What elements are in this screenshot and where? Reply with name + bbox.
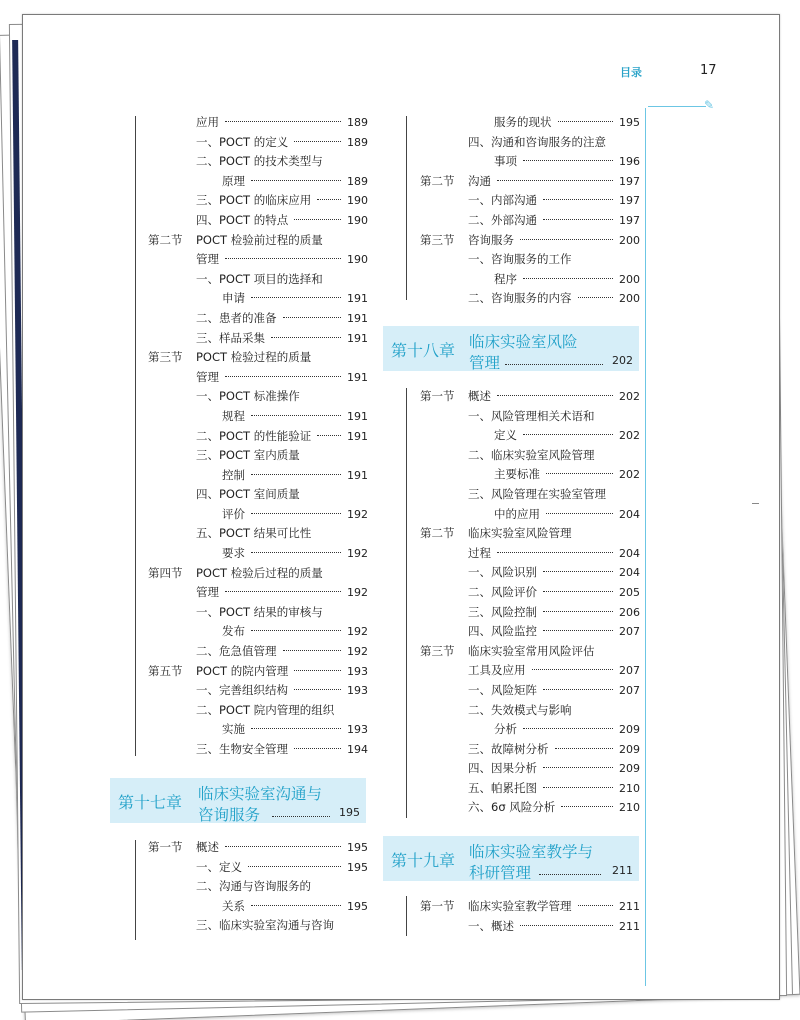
entry-page: 191 (347, 370, 368, 384)
toc-entry[interactable] (420, 701, 640, 721)
toc-entry[interactable] (148, 662, 368, 682)
leader-dots (546, 513, 613, 514)
entry-title: 评价 (222, 506, 245, 521)
leader-dots (225, 121, 341, 122)
leader-dots (505, 364, 603, 365)
entry-page: 195 (619, 116, 640, 129)
column-rule (406, 116, 407, 300)
toc-entry[interactable] (148, 387, 368, 407)
entry-title: 管理 (196, 585, 219, 600)
leader-dots (294, 670, 341, 671)
chapter-page: 211 (612, 864, 633, 877)
entry-title: 二、POCT 院内管理的组织 (196, 702, 335, 717)
chapter-title: 科研管理 (469, 864, 532, 882)
toc-entry[interactable] (148, 427, 368, 447)
entry-title: 临床实验室常用风险评估 (468, 643, 595, 658)
toc-entry[interactable] (420, 917, 640, 937)
toc-entry[interactable] (148, 348, 368, 368)
leader-dots (251, 630, 341, 631)
toc-entry[interactable] (148, 133, 368, 153)
toc-entry[interactable] (420, 446, 640, 466)
leader-dots (555, 748, 614, 749)
entry-page: 202 (619, 468, 640, 482)
chapter-title: 临床实验室教学与 (469, 843, 594, 861)
toc-entry[interactable] (420, 681, 640, 701)
toc-entry[interactable] (420, 603, 640, 623)
toc-entry[interactable] (420, 387, 640, 407)
entry-page: 207 (619, 625, 640, 639)
entry-page: 191 (347, 468, 368, 482)
toc-entry[interactable] (420, 289, 640, 309)
toc-entry[interactable] (148, 211, 368, 231)
toc-entry[interactable] (148, 309, 368, 329)
toc-entry[interactable] (148, 270, 368, 290)
entry-page: 191 (347, 409, 368, 423)
entry-title: 概述 (196, 840, 219, 854)
section-label: 第四节 (148, 565, 183, 580)
leader-dots (546, 473, 613, 474)
toc-entry[interactable] (148, 544, 368, 564)
decorative-line (648, 106, 706, 107)
entry-title: 原理 (222, 173, 245, 188)
entry-title: 三、临床实验室沟通与咨询 (196, 918, 334, 933)
entry-title: 二、POCT 的技术类型与 (196, 154, 323, 169)
entry-title: 二、失效模式与影响 (468, 702, 572, 717)
entry-page: 190 (347, 194, 368, 208)
entry-page: 196 (619, 155, 640, 169)
toc-left-column-2 (148, 838, 368, 936)
entry-title: 四、POCT 的特点 (196, 212, 289, 227)
leader-dots (561, 806, 613, 807)
chapter-page: 195 (339, 806, 360, 819)
entry-page: 205 (619, 585, 640, 599)
entry-title: 二、危急值管理 (196, 644, 277, 659)
entry-page: 200 (619, 292, 640, 306)
leader-dots (294, 141, 341, 142)
leader-dots (497, 395, 613, 396)
section-label: 第二节 (148, 232, 183, 247)
toc-entry[interactable] (420, 133, 640, 153)
entry-title: 六、6σ 风险分析 (468, 800, 556, 815)
chapter-number: 第十七章 (118, 793, 183, 812)
leader-dots (251, 552, 341, 553)
entry-title: 四、沟通和咨询服务的注意 (468, 134, 606, 149)
entry-title: 一、POCT 的定义 (196, 134, 289, 149)
entry-title: 主要标准 (494, 467, 540, 482)
toc-entry[interactable] (148, 564, 368, 584)
leader-dots (543, 689, 613, 690)
toc-right-column-2 (420, 387, 640, 818)
entry-title: 二、咨询服务的内容 (468, 291, 572, 306)
toc-entry[interactable] (148, 701, 368, 721)
leader-dots (251, 180, 341, 181)
entry-page: 193 (347, 723, 368, 737)
entry-page: 189 (347, 174, 368, 188)
entry-title: 三、POCT 室内质量 (196, 448, 300, 463)
leader-dots (523, 278, 613, 279)
toc-entry[interactable] (420, 798, 640, 818)
entry-page: 193 (347, 664, 368, 678)
entry-title: 一、定义 (196, 859, 242, 874)
entry-title: 应用 (196, 115, 219, 129)
toc-entry[interactable] (420, 642, 640, 662)
entry-page: 202 (619, 390, 640, 403)
leader-dots (497, 180, 613, 181)
entry-title: 临床实验室风险管理 (468, 526, 572, 541)
entry-title: 三、风险控制 (468, 604, 537, 619)
entry-title: 沟通 (468, 173, 491, 188)
leader-dots (317, 435, 341, 436)
toc-entry[interactable] (148, 172, 368, 192)
leader-dots (520, 925, 613, 926)
entry-title: 三、样品采集 (196, 330, 265, 345)
entry-title: 程序 (494, 271, 517, 286)
entry-page: 189 (347, 116, 368, 129)
toc-entry[interactable] (420, 524, 640, 544)
leader-dots (271, 337, 341, 338)
entry-title: POCT 的院内管理 (196, 663, 289, 678)
entry-title: 一、风险识别 (468, 565, 537, 580)
entry-page: 197 (619, 174, 640, 188)
toc-entry[interactable] (420, 759, 640, 779)
toc-entry[interactable] (420, 897, 640, 917)
entry-title: 发布 (222, 624, 245, 639)
leader-dots (543, 611, 613, 612)
toc-entry[interactable] (148, 191, 368, 211)
toc-entry[interactable] (148, 152, 368, 172)
leader-dots (248, 866, 341, 867)
column-rule (406, 388, 407, 818)
entry-title: 二、临床实验室风险管理 (468, 447, 595, 462)
entry-page: 191 (347, 429, 368, 443)
toc-entry[interactable] (148, 446, 368, 466)
entry-title: 一、POCT 标准操作 (196, 389, 300, 404)
entry-title: 一、概述 (468, 918, 514, 933)
leader-dots (543, 767, 613, 768)
chapter-page: 202 (612, 354, 633, 367)
entry-page: 209 (619, 723, 640, 737)
leader-dots (543, 591, 613, 592)
entry-title: 二、POCT 的性能验证 (196, 428, 312, 443)
leader-dots (558, 121, 614, 122)
entry-title: 规程 (222, 408, 245, 423)
leader-dots (225, 846, 341, 847)
toc-entry[interactable] (148, 368, 368, 388)
section-label: 第五节 (148, 663, 183, 678)
entry-title: 要求 (222, 546, 245, 561)
entry-title: 申请 (222, 291, 245, 306)
toc-entry[interactable] (420, 270, 640, 290)
section-label: 第一节 (420, 899, 455, 913)
section-label: 第二节 (420, 173, 455, 188)
entry-page: 197 (619, 213, 640, 227)
toc-entry[interactable] (148, 583, 368, 603)
chapter-number: 第十九章 (391, 851, 456, 870)
decorative-line (645, 108, 646, 986)
leader-dots (294, 219, 341, 220)
entry-title: 三、故障树分析 (468, 741, 549, 756)
entry-title: 管理 (196, 252, 219, 267)
column-rule (135, 840, 136, 940)
leader-dots (272, 816, 330, 817)
toc-entry[interactable] (420, 250, 640, 270)
entry-title: 关系 (222, 898, 245, 913)
leader-dots (520, 239, 613, 240)
leader-dots (251, 297, 341, 298)
entry-title: 事项 (494, 154, 517, 169)
leader-dots (497, 552, 613, 553)
entry-page: 195 (347, 899, 368, 913)
toc-entry[interactable] (148, 838, 368, 858)
toc-entry[interactable] (148, 505, 368, 525)
toc-entry[interactable] (420, 544, 640, 564)
leader-dots (523, 160, 613, 161)
entry-title: POCT 检验过程的质量 (196, 350, 312, 365)
leader-dots (523, 728, 613, 729)
leader-dots (294, 748, 341, 749)
toc-entry[interactable] (420, 172, 640, 192)
entry-page: 207 (619, 683, 640, 697)
toc-entry[interactable] (148, 289, 368, 309)
toc-entry[interactable] (420, 426, 640, 446)
toc-entry[interactable] (148, 642, 368, 662)
entry-page: 190 (347, 253, 368, 267)
toc-entry[interactable] (148, 231, 368, 251)
entry-page: 191 (347, 292, 368, 306)
leader-dots (225, 258, 341, 259)
entry-title: 中的应用 (494, 506, 540, 521)
toc-entry[interactable] (420, 211, 640, 231)
chapter-title: 管理 (469, 354, 501, 372)
toc-entry[interactable] (420, 740, 640, 760)
toc-right-column (420, 113, 640, 309)
entry-page: 207 (619, 664, 640, 678)
entry-page: 211 (619, 900, 640, 913)
toc-entry[interactable] (420, 152, 640, 172)
leader-dots (294, 689, 341, 690)
entry-title: 三、POCT 的临床应用 (196, 193, 312, 208)
toc-entry[interactable] (420, 720, 640, 740)
chapter-number: 第十八章 (391, 341, 456, 360)
entry-page: 195 (347, 841, 368, 854)
chapter-17-heading[interactable] (110, 778, 366, 823)
entry-title: 四、POCT 室间质量 (196, 487, 300, 502)
entry-title: 概述 (468, 389, 491, 403)
running-head: 目录 (620, 66, 642, 79)
entry-title: POCT 检验后过程的质量 (196, 565, 323, 580)
toc-entry[interactable] (148, 603, 368, 623)
entry-page: 190 (347, 213, 368, 227)
entry-title: 三、生物安全管理 (196, 742, 288, 756)
entry-page: 192 (347, 645, 368, 659)
entry-title: 管理 (196, 369, 219, 384)
toc-entry[interactable] (420, 563, 640, 583)
leader-dots (225, 376, 341, 377)
entry-page: 191 (347, 311, 368, 325)
section-label: 第三节 (420, 643, 455, 658)
leader-dots (225, 591, 341, 592)
leader-dots (578, 905, 614, 906)
entry-title: 过程 (468, 545, 491, 560)
entry-page: 193 (347, 684, 368, 698)
toc-entry[interactable] (148, 740, 368, 760)
toc-entry[interactable] (148, 524, 368, 544)
leader-dots (251, 474, 341, 475)
toc-left-column (148, 113, 368, 760)
entry-page: 200 (619, 233, 640, 247)
entry-page: 200 (619, 272, 640, 286)
entry-title: 服务的现状 (494, 115, 552, 129)
entry-page: 202 (619, 429, 640, 443)
leader-dots (543, 219, 613, 220)
toc-entry[interactable] (148, 858, 368, 878)
entry-title: 实施 (222, 722, 245, 737)
entry-title: 控制 (222, 467, 245, 482)
toc-entry[interactable] (148, 720, 368, 740)
entry-page: 210 (619, 781, 640, 795)
toc-entry[interactable] (148, 407, 368, 427)
entry-page: 209 (619, 762, 640, 776)
entry-title: 一、内部沟通 (468, 193, 537, 208)
margin-mark (752, 503, 759, 504)
entry-title: 一、风险矩阵 (468, 682, 537, 697)
toc-entry[interactable] (148, 681, 368, 701)
toc-entry[interactable] (420, 779, 640, 799)
entry-title: 五、帕累托图 (468, 780, 537, 795)
toc-entry[interactable] (420, 113, 640, 133)
leader-dots (543, 787, 613, 788)
toc-entry[interactable] (148, 329, 368, 349)
entry-page: 209 (619, 742, 640, 756)
entry-title: POCT 检验前过程的质量 (196, 232, 323, 247)
entry-title: 工具及应用 (468, 663, 526, 678)
chapter-title: 临床实验室沟通与 (198, 785, 323, 803)
toc-entry[interactable] (420, 583, 640, 603)
entry-title: 四、因果分析 (468, 761, 537, 776)
entry-title: 一、完善组织结构 (196, 683, 288, 698)
toc-entry[interactable] (148, 916, 368, 936)
leader-dots (283, 650, 342, 651)
leader-dots (532, 669, 614, 670)
leader-dots (251, 728, 341, 729)
entry-title: 临床实验室教学管理 (468, 899, 572, 913)
leader-dots (251, 415, 341, 416)
entry-page: 211 (619, 919, 640, 933)
leader-dots (543, 571, 613, 572)
entry-title: 一、POCT 项目的选择和 (196, 271, 323, 286)
toc-entry[interactable] (148, 897, 368, 917)
entry-page: 192 (347, 625, 368, 639)
leader-dots (251, 513, 341, 514)
entry-title: 一、风险管理相关术语和 (468, 408, 595, 423)
section-label: 第一节 (420, 389, 455, 403)
leader-dots (578, 297, 614, 298)
column-rule (135, 116, 136, 756)
section-label: 第三节 (420, 232, 455, 247)
entry-page: 210 (619, 801, 640, 815)
entry-page: 204 (619, 566, 640, 580)
entry-title: 咨询服务 (468, 232, 514, 247)
section-label: 第二节 (420, 526, 455, 541)
section-label: 第一节 (148, 840, 183, 854)
toc-right-column-3 (420, 897, 640, 936)
leader-dots (523, 434, 613, 435)
entry-page: 189 (347, 135, 368, 149)
toc-entry[interactable] (420, 465, 640, 485)
section-label: 第三节 (148, 350, 183, 365)
entry-page: 206 (619, 605, 640, 619)
toc-entry[interactable] (420, 505, 640, 525)
entry-page: 192 (347, 547, 368, 561)
toc-entry[interactable] (148, 622, 368, 642)
leader-dots (283, 317, 342, 318)
chapter-title: 咨询服务 (198, 806, 261, 824)
entry-title: 一、POCT 结果的审核与 (196, 604, 323, 619)
toc-entry[interactable] (420, 231, 640, 251)
toc-entry[interactable] (420, 661, 640, 681)
entry-page: 195 (347, 860, 368, 874)
toc-entry[interactable] (148, 485, 368, 505)
chapter-19-heading[interactable] (383, 836, 639, 881)
leader-dots (539, 874, 601, 875)
toc-entry[interactable] (420, 485, 640, 505)
entry-page: 197 (619, 194, 640, 208)
entry-title: 分析 (494, 722, 517, 737)
toc-entry[interactable] (148, 877, 368, 897)
toc-entry[interactable] (420, 622, 640, 642)
toc-entry[interactable] (148, 113, 368, 133)
entry-title: 四、风险监控 (468, 624, 537, 639)
entry-title: 二、风险评价 (468, 584, 537, 599)
toc-entry[interactable] (420, 191, 640, 211)
chapter-18-heading[interactable] (383, 326, 639, 371)
entry-title: 定义 (494, 428, 517, 443)
pen-icon: ✎ (704, 98, 715, 112)
toc-entry[interactable] (420, 407, 640, 427)
chapter-title: 临床实验室风险 (469, 333, 578, 351)
leader-dots (543, 630, 613, 631)
entry-title: 一、咨询服务的工作 (468, 252, 572, 267)
entry-title: 三、风险管理在实验室管理 (468, 486, 606, 501)
entry-title: 五、POCT 结果可比性 (196, 526, 312, 541)
leader-dots (251, 905, 341, 906)
entry-page: 204 (619, 507, 640, 521)
leader-dots (317, 199, 341, 200)
toc-entry[interactable] (148, 250, 368, 270)
entry-page: 191 (347, 331, 368, 345)
entry-title: 二、外部沟通 (468, 212, 537, 227)
entry-page: 194 (347, 743, 368, 756)
entry-page: 192 (347, 507, 368, 521)
entry-page: 192 (347, 586, 368, 600)
column-rule (406, 896, 407, 936)
entry-page: 204 (619, 546, 640, 560)
leader-dots (543, 199, 613, 200)
entry-title: 二、患者的准备 (196, 310, 277, 325)
entry-title: 二、沟通与咨询服务的 (196, 879, 311, 894)
toc-entry[interactable] (148, 466, 368, 486)
page-number: 17 (700, 63, 717, 78)
